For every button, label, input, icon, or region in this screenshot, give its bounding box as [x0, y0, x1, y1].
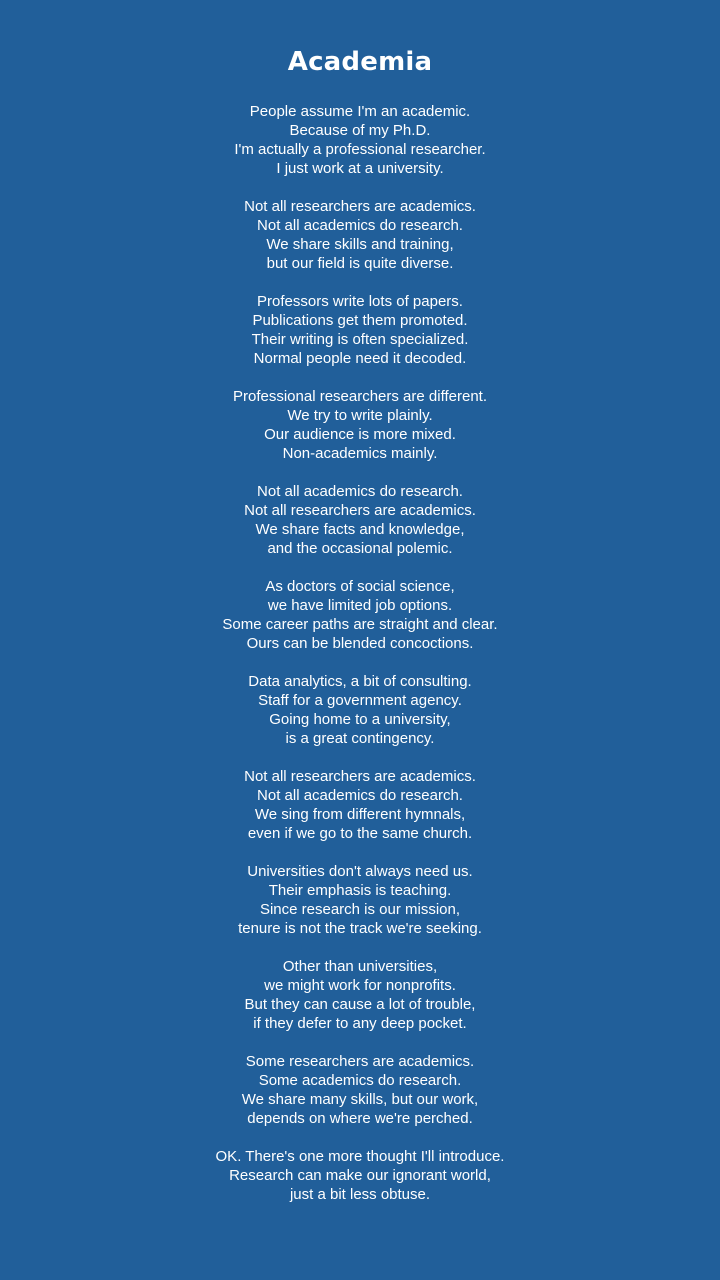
stanza [0, 957, 720, 1033]
poem-line: We share facts and knowledge, [255, 521, 465, 538]
poem-line: Since research is our mission, [259, 901, 461, 918]
poem-line: As doctors of social science, [265, 578, 455, 595]
poem-line: Some academics do research. [258, 1072, 462, 1089]
stanza [0, 292, 720, 368]
poem-line: Not all academics do research. [257, 787, 463, 804]
poem-line: Normal people need it decoded. [253, 350, 467, 367]
poem-line: Not all academics do research. [257, 483, 463, 500]
poem-line: depends on where we're perched. [247, 1110, 473, 1127]
poem-line: OK. There's one more thought I'll introduce. [215, 1148, 505, 1165]
stanza [0, 197, 720, 273]
poem-line: but our field is quite diverse. [266, 255, 454, 272]
poem-line: Professors write lots of papers. [257, 293, 463, 310]
poem-line: We share many skills, but our work, [241, 1091, 479, 1108]
poem-line: Non-academics mainly. [282, 445, 438, 462]
poem-title: Academia [287, 47, 433, 77]
stanza [0, 387, 720, 463]
stanza [0, 767, 720, 843]
poem-line: Not all researchers are academics. [244, 768, 476, 785]
poem-line: Data analytics, a bit of consulting. [248, 673, 472, 690]
poem-line: Some researchers are academics. [245, 1053, 475, 1070]
poem-line: we might work for nonprofits. [264, 977, 456, 994]
poem-line: I just work at a university. [276, 160, 444, 177]
poem-body [0, 102, 720, 1204]
stanza [0, 1052, 720, 1128]
poem-line: Going home to a university, [269, 711, 451, 728]
stanza [0, 672, 720, 748]
poem-line: Their writing is often specialized. [251, 331, 469, 348]
poem-line: We share skills and training, [266, 236, 454, 253]
poem-line: just a bit less obtuse. [289, 1186, 431, 1203]
poem-line: tenure is not the track we're seeking. [238, 920, 482, 937]
poem-line: Our audience is more mixed. [264, 426, 456, 443]
stanza [0, 1147, 720, 1204]
stanza [0, 482, 720, 558]
poem-line: Not all researchers are academics. [244, 502, 476, 519]
poem-line: Other than universities, [282, 958, 438, 975]
poem-line: Staff for a government agency. [258, 692, 462, 709]
poem-line: Not all academics do research. [257, 217, 463, 234]
stanza [0, 102, 720, 178]
poem-line: Research can make our ignorant world, [229, 1167, 491, 1184]
stanza [0, 862, 720, 938]
poem-line: Their emphasis is teaching. [268, 882, 452, 899]
stanza [0, 577, 720, 653]
poem-line: I'm actually a professional researcher. [234, 141, 486, 158]
poem-line: Not all researchers are academics. [244, 198, 476, 215]
poem-line: we have limited job options. [267, 597, 453, 614]
poem-line: if they defer to any deep pocket. [253, 1015, 467, 1032]
poem-line: Professional researchers are different. [232, 388, 488, 405]
poem-line: even if we go to the same church. [247, 825, 473, 842]
poem-line: Because of my Ph.D. [289, 122, 431, 139]
poem-line: is a great contingency. [285, 730, 435, 747]
poem-line: People assume I'm an academic. [249, 103, 471, 120]
poem-line: and the occasional polemic. [267, 540, 453, 557]
poem-line: Ours can be blended concoctions. [246, 635, 474, 652]
poem-line: Publications get them promoted. [252, 312, 468, 329]
poem-line: We sing from different hymnals, [254, 806, 466, 823]
poem-line: But they can cause a lot of trouble, [244, 996, 476, 1013]
poem-line: Some career paths are straight and clear. [222, 616, 498, 633]
poem-line: We try to write plainly. [287, 407, 433, 424]
poem-line: Universities don't always need us. [247, 863, 473, 880]
